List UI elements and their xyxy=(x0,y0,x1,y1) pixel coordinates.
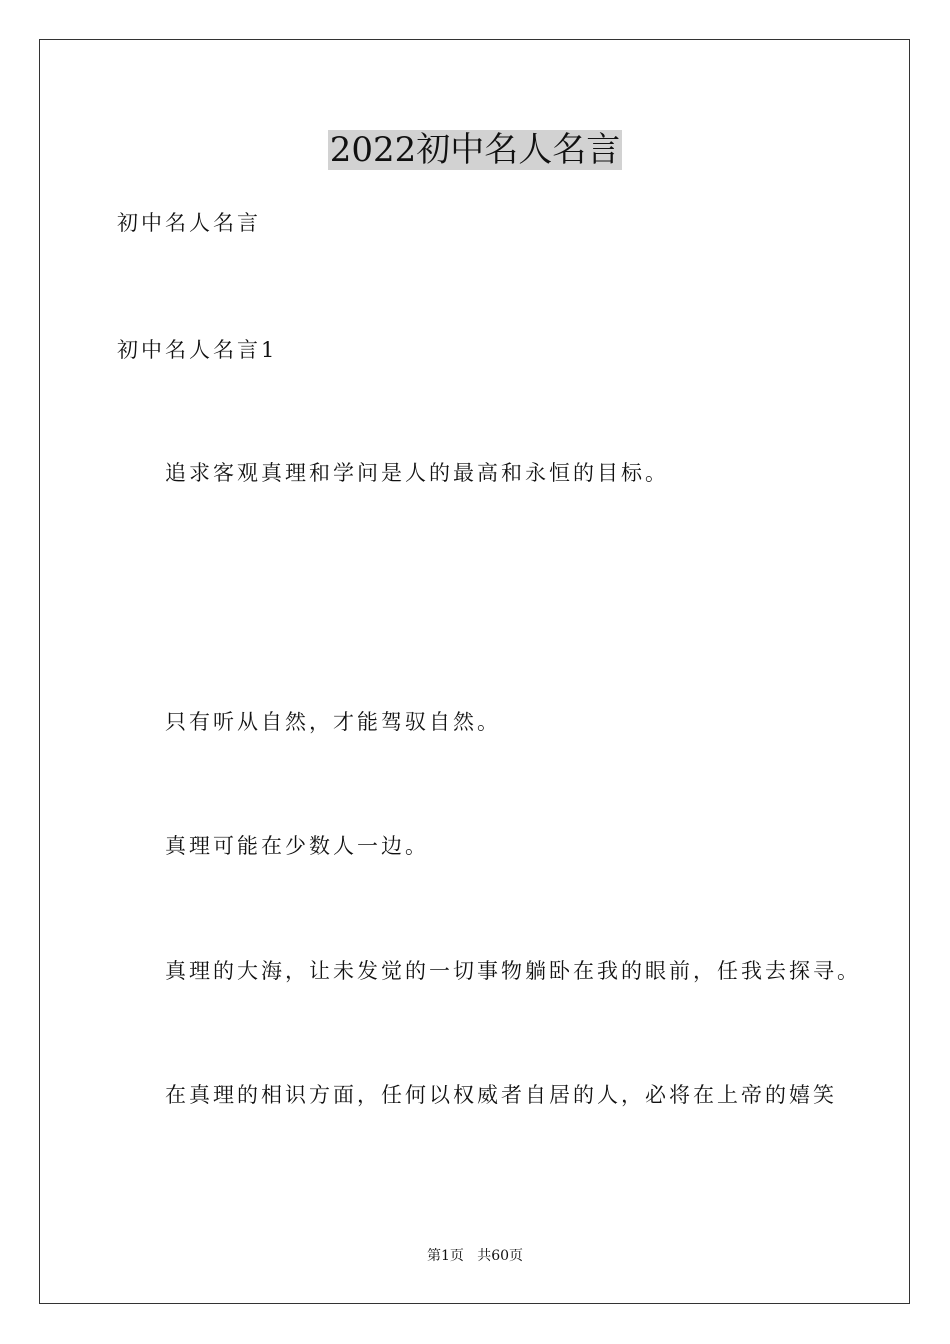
page-footer: 第1页 共60页 xyxy=(426,1248,524,1264)
quote-line: 追求客观真理和学问是人的最高和永恒的目标。 xyxy=(165,461,669,485)
quote-line: 在真理的相识方面，任何以权威者自居的人，必将在上帝的嬉笑 xyxy=(165,1083,837,1107)
section-heading: 初中名人名言1 xyxy=(117,338,278,362)
quote-line: 真理可能在少数人一边。 xyxy=(165,834,429,858)
document-subtitle: 初中名人名言 xyxy=(117,211,261,235)
document-title xyxy=(0,128,950,172)
quote-line: 真理的大海，让未发觉的一切事物躺卧在我的眼前，任我去探寻。 xyxy=(165,959,861,983)
document-title-text: 2022初中名人名言 xyxy=(329,130,621,170)
quote-line: 只有听从自然，才能驾驭自然。 xyxy=(165,710,501,734)
